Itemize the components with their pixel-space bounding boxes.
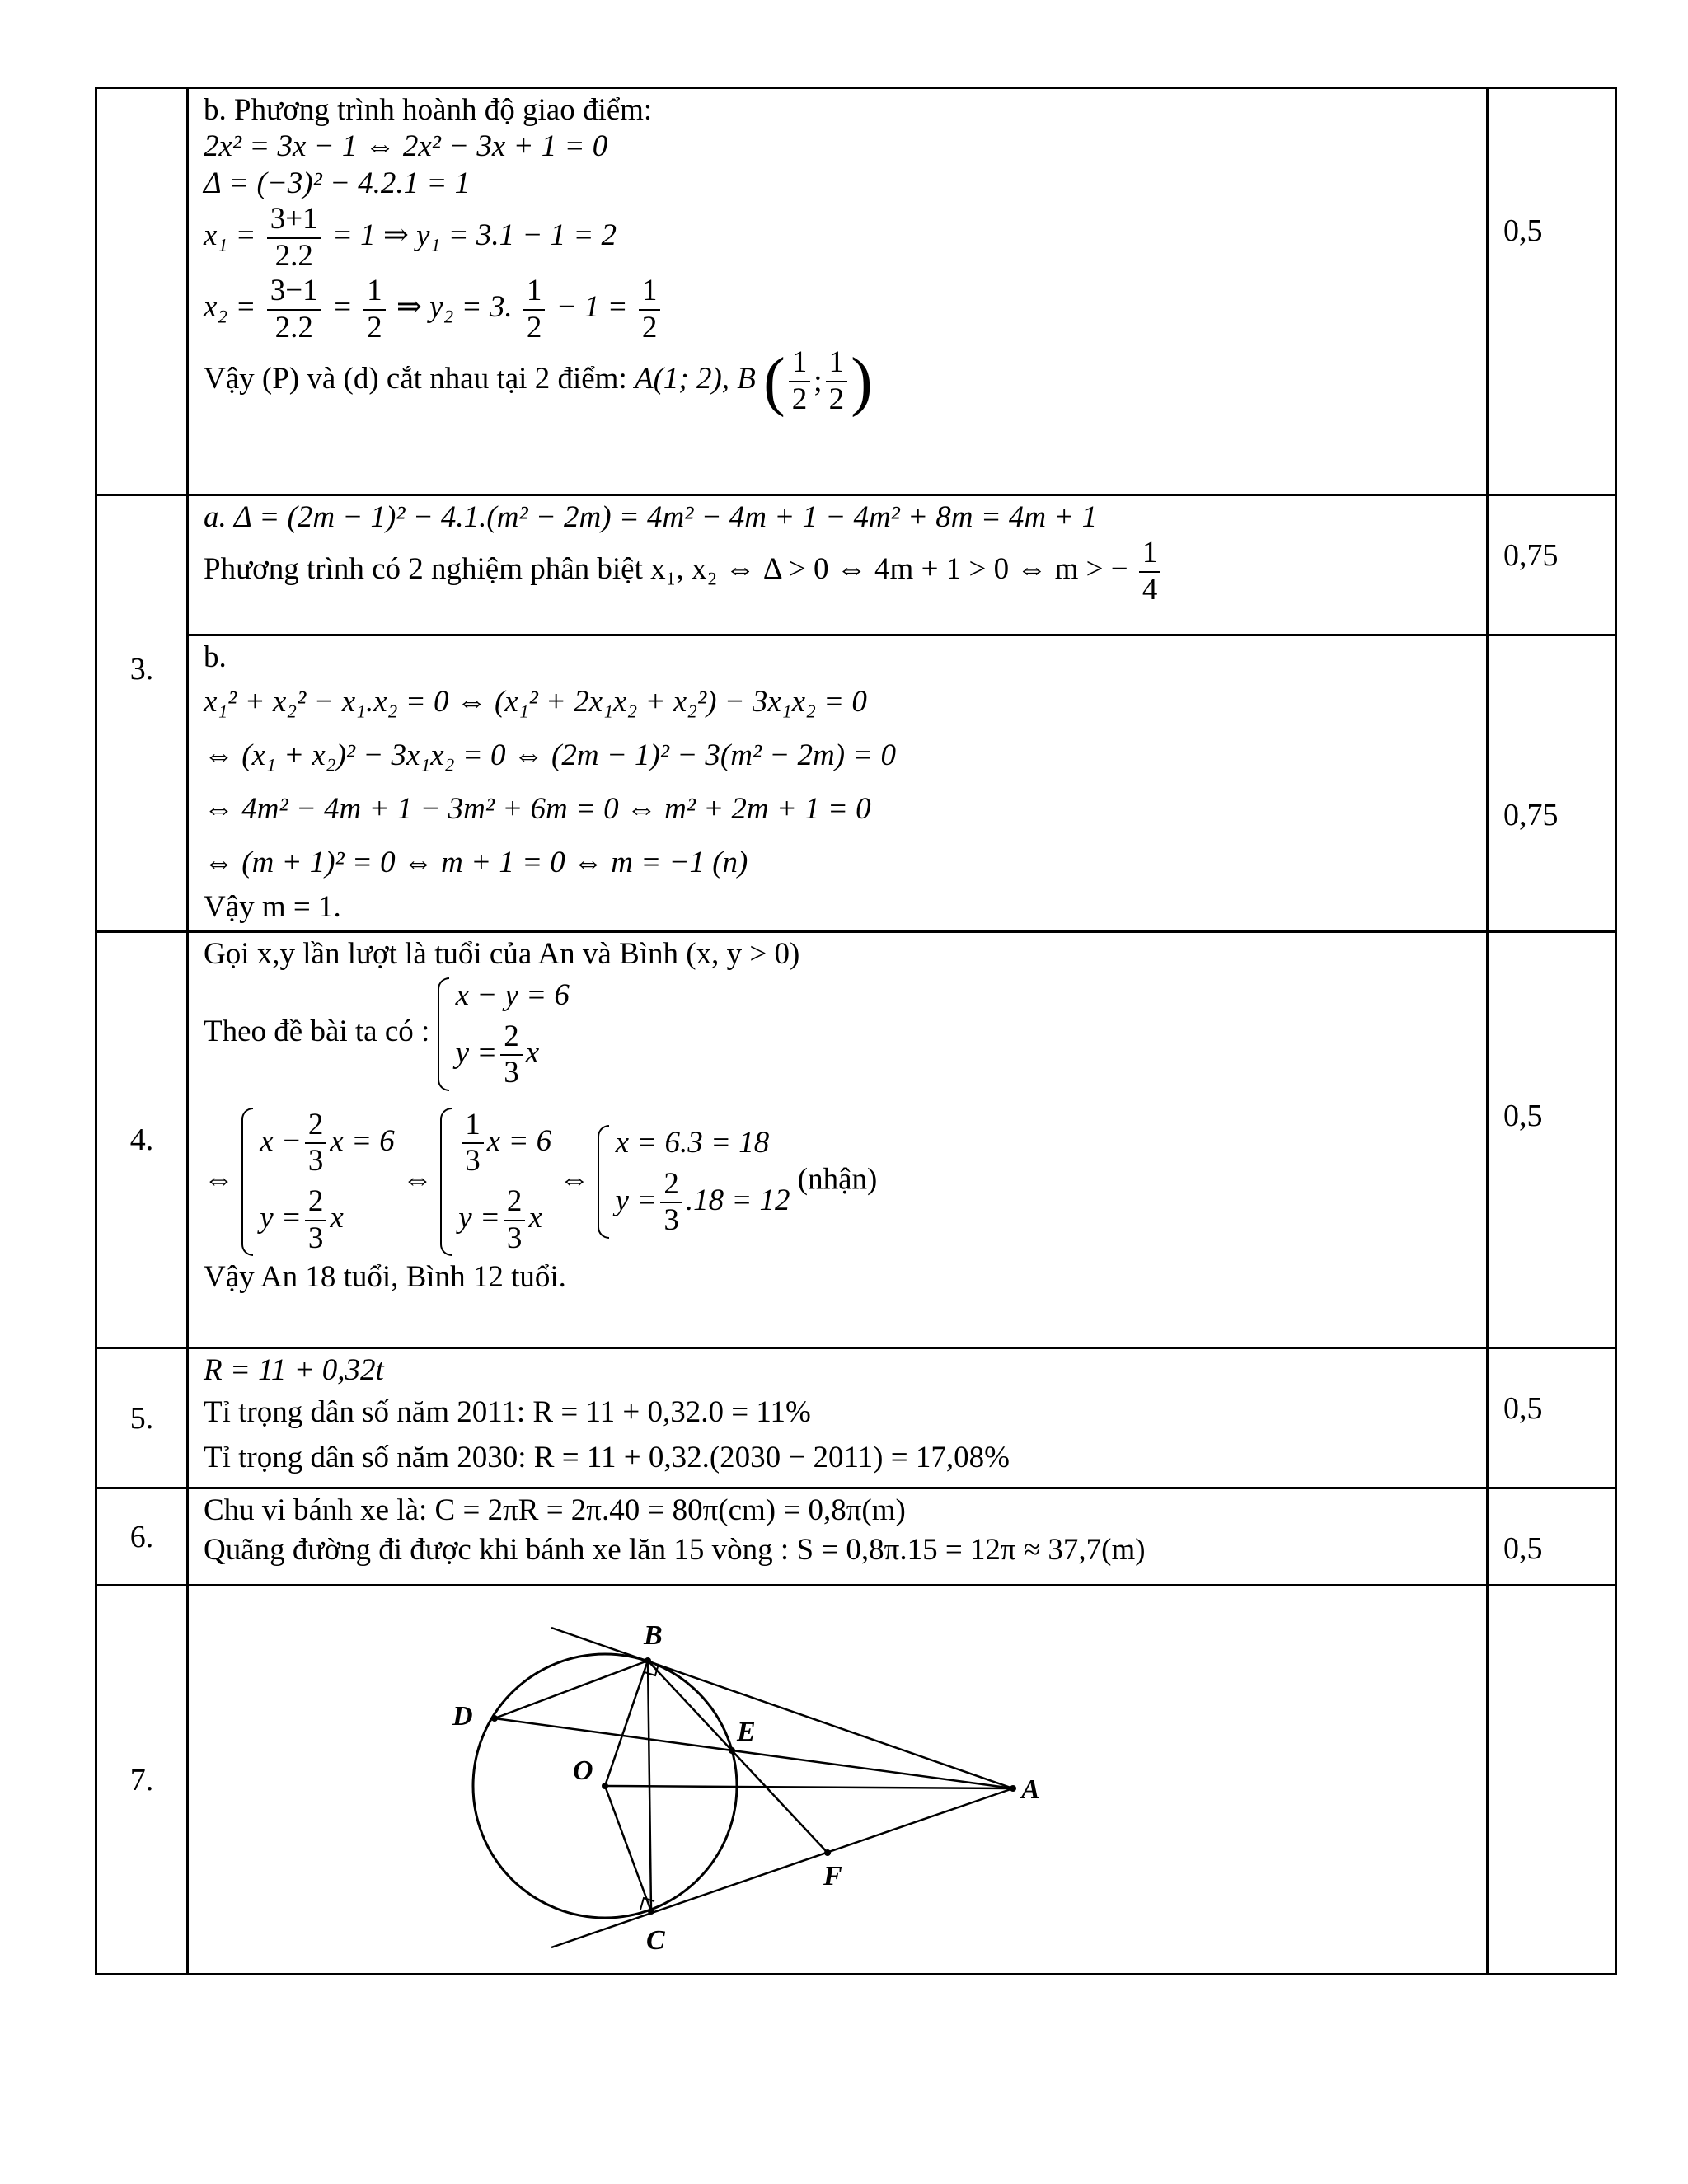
numerator: 1 [523, 274, 546, 311]
row-number [96, 932, 188, 1348]
system-equation: x − y = 6 [455, 978, 570, 1013]
denominator: 4 [1142, 572, 1158, 607]
numerator: 3+1 [267, 202, 321, 239]
system-equation [260, 1108, 395, 1179]
row-number [96, 635, 188, 932]
equation-system [241, 1108, 395, 1256]
parenthesis-group: ( $\frac{1}{2}$ ; $\frac{1}{2}$ ) [763, 344, 873, 418]
equation-part: x [525, 1035, 540, 1070]
row-content [188, 1488, 1488, 1586]
brace [438, 977, 449, 1090]
numerator: 1 [639, 274, 661, 311]
brace [598, 1125, 609, 1238]
fraction [305, 1108, 327, 1179]
denominator: 3 [307, 1221, 324, 1255]
conclusion-line: Vậy An 18 tuổi, Bình 12 tuổi. [204, 1260, 566, 1295]
equation-line [204, 202, 1486, 274]
label-a: A [1021, 1774, 1040, 1805]
points-value: 0,5 [1503, 1099, 1543, 1133]
equation-part: A(1; 2), B [634, 362, 756, 396]
denominator: 2 [828, 382, 845, 416]
equation-line [204, 274, 1486, 345]
equation-line: 2x² = 3x − 1 ⇔ 2x² − 3x + 1 = 0 [204, 129, 608, 164]
row-number-label: 6. [129, 1519, 154, 1554]
system-line [204, 977, 1486, 1090]
conclusion-line [204, 345, 1486, 417]
fraction [523, 274, 546, 345]
row-4 [96, 932, 1616, 1348]
denominator: 3 [506, 1221, 523, 1255]
text-line: b. [204, 640, 227, 674]
points-cell [1488, 932, 1616, 1348]
denominator: 3 [663, 1203, 679, 1238]
label-b: B [644, 1620, 663, 1651]
numerator: 1 [462, 1108, 484, 1145]
point-f [824, 1849, 831, 1856]
label-c: C [646, 1925, 665, 1956]
row-3a [96, 495, 1616, 635]
equation-system [438, 977, 570, 1090]
row-number-label: 5. [129, 1400, 154, 1436]
fraction [1139, 536, 1161, 607]
denominator: 3 [307, 1144, 324, 1179]
denominator: 3 [504, 1056, 519, 1090]
row-2b [96, 88, 1616, 495]
row-content [188, 1586, 1488, 1975]
equation-line: ⇔ (x₁ + x₂)² − 3x₁x₂ = 0 ⇔ (2m − 1)² − 3(m² − 2m) = 0 [204, 738, 897, 773]
text-line: b. Phương trình hoành độ giao điểm: [204, 93, 653, 127]
denominator: 2.2 [274, 238, 313, 273]
equation-part: y = [455, 1035, 498, 1070]
system-equation [260, 1184, 395, 1256]
row-content [188, 1348, 1488, 1488]
right-paren: ) [851, 344, 873, 418]
system-line [204, 1108, 1486, 1256]
equation-line: x₁² + x₂² − x₁.x₂ = 0 ⇔ (x₁² + 2x₁x₂ + x₂²) − 3x₁x₂ = 0 [204, 685, 867, 719]
equation-line: Chu vi bánh xe là: C = 2πR = 2π.40 = 80π(cm) = 0,8π(m) [204, 1493, 906, 1527]
geometry-figure [189, 1586, 1504, 1971]
system-equation [456, 1019, 570, 1091]
points-cell [1488, 1586, 1616, 1975]
segment-oa [605, 1786, 1013, 1788]
label-f: F [823, 1861, 842, 1891]
conclusion-line: Vậy m = 1. [204, 890, 341, 925]
row-number [96, 495, 188, 635]
point-a [1010, 1785, 1016, 1792]
equation-part: .18 = 12 [685, 1183, 790, 1217]
equation-system [440, 1108, 551, 1256]
equation-part: y = [458, 1201, 500, 1235]
denominator: 2.2 [274, 310, 313, 344]
equation-part: y = [615, 1183, 658, 1217]
label-e: E [737, 1717, 756, 1747]
points-cell [1488, 88, 1616, 495]
row-content [188, 932, 1488, 1348]
equation-line: Tỉ trọng dân số năm 2030: R = 11 + 0,32.(2030 − 2011) = 17,08% [204, 1440, 1010, 1474]
equation-line: Tỉ trọng dân số năm 2011: R = 11 + 0,32.0 = 11% [204, 1395, 811, 1430]
point-o [602, 1783, 608, 1789]
numerator: 2 [500, 1019, 523, 1057]
denominator: 2 [526, 310, 542, 344]
tangent-line-ac [551, 1788, 1013, 1947]
numerator: 1 [363, 274, 386, 311]
fraction [504, 1184, 526, 1256]
label-o: O [573, 1755, 593, 1786]
numerator: 2 [660, 1167, 682, 1204]
equation-line [204, 536, 1486, 607]
equation-part: = 1 ⇒ y₁ = 3.1 − 1 = 2 [331, 218, 617, 253]
numerator: 1 [826, 345, 848, 382]
equivalence: ⇔ [559, 1162, 590, 1197]
segment-oc [605, 1786, 651, 1911]
row-content [188, 495, 1488, 635]
equation-part: = [331, 290, 353, 325]
point-b [645, 1657, 651, 1664]
equation-line: ⇔ 4m² − 4m + 1 − 3m² + 6m = 0 ⇔ m² + 2m + 1 = 0 [204, 791, 871, 826]
points-cell [1488, 495, 1616, 635]
equation-part: x [528, 1201, 542, 1235]
equation-part: x₂ = [204, 290, 256, 325]
fraction [660, 1167, 682, 1239]
system-equation: x = 6.3 = 18 [615, 1126, 770, 1160]
row-number-label: 4. [129, 1122, 154, 1157]
segment-ob [605, 1661, 648, 1786]
equation-part: Phương trình có 2 nghiệm phân biệt x₁, x₂ ⇔ Δ > 0 ⇔ 4m + 1 > 0 ⇔ m > − [204, 552, 1128, 587]
equation-part: x [330, 1201, 344, 1235]
points-cell [1488, 1348, 1616, 1488]
solution-table [95, 87, 1617, 1975]
row-6 [96, 1488, 1616, 1586]
system-equation [458, 1108, 551, 1179]
points-cell [1488, 1488, 1616, 1586]
equation-line: R = 11 + 0,32t [204, 1353, 384, 1387]
equation-line: Quãng đường đi được khi bánh xe lăn 15 vòng : S = 0,8π.15 = 12π ≈ 37,7(m) [204, 1533, 1146, 1568]
fraction [789, 345, 811, 417]
row-number [96, 1488, 188, 1586]
points-cell [1488, 635, 1616, 932]
points-value: 0,75 [1503, 798, 1559, 832]
equivalence: ⇔ [204, 1162, 234, 1197]
points-value: 0,5 [1503, 213, 1543, 248]
row-number-label: 7. [129, 1762, 154, 1797]
equation-part: − 1 = [556, 290, 628, 325]
points-value: 0,5 [1503, 1391, 1543, 1426]
accept-label: (nhận) [797, 1162, 878, 1197]
equation-part: x − [260, 1123, 302, 1158]
equation-part: y = [260, 1201, 302, 1235]
text-line: Gọi x,y lần lượt là tuổi của An và Bình (x, y > 0) [204, 937, 800, 971]
numerator: 1 [789, 345, 811, 382]
label-d: D [452, 1701, 473, 1732]
equation-part: x₁ = [204, 218, 256, 253]
text-part: Theo đề bài ta có : [204, 1015, 430, 1049]
equation-system [598, 1125, 790, 1238]
row-7 [96, 1586, 1616, 1975]
denominator: 2 [367, 310, 382, 344]
row-content [188, 88, 1488, 495]
segment-bf [648, 1661, 828, 1853]
equivalence: ⇔ [402, 1162, 434, 1197]
numerator: 2 [504, 1184, 526, 1221]
fraction [826, 345, 848, 417]
conclusion-text: Vậy (P) và (d) cắt nhau tại 2 điểm: [204, 362, 627, 396]
segment-bd [495, 1661, 648, 1718]
equation-part: x = 6 [486, 1123, 552, 1158]
fraction [267, 274, 321, 345]
row-content [188, 635, 1488, 932]
row-number [96, 88, 188, 495]
equation-line: Δ = (−3)² − 4.2.1 = 1 [204, 166, 471, 200]
system-equation [616, 1167, 790, 1239]
point-e [729, 1747, 735, 1754]
numerator: 2 [305, 1184, 327, 1221]
points-value: 0,75 [1503, 538, 1559, 573]
row-3b [96, 635, 1616, 932]
point-d [491, 1715, 498, 1722]
denominator: 2 [641, 310, 658, 344]
row-5 [96, 1348, 1616, 1488]
equation-line: ⇔ (m + 1)² = 0 ⇔ m + 1 = 0 ⇔ m = −1 (n) [204, 845, 748, 879]
equation-part: ⇒ y₂ = 3. [396, 290, 513, 325]
point-c [648, 1908, 654, 1915]
numerator: 2 [305, 1108, 327, 1145]
tangent-line-ab [551, 1628, 1013, 1788]
fraction [305, 1184, 327, 1256]
fraction [500, 1019, 523, 1091]
brace [440, 1108, 452, 1256]
row-number [96, 1348, 188, 1488]
equation-part: x = 6 [330, 1123, 395, 1158]
left-paren: ( [763, 344, 785, 418]
denominator: 2 [791, 382, 808, 416]
points-value: 0,5 [1503, 1531, 1543, 1566]
numerator: 1 [1139, 536, 1161, 573]
fraction [267, 202, 321, 274]
equation-line: a. Δ = (2m − 1)² − 4.1.(m² − 2m) = 4m² − 4m + 1 − 4m² + 8m = 4m + 1 [204, 500, 1098, 534]
row-number [96, 1586, 188, 1975]
denominator: 3 [465, 1144, 481, 1179]
fraction [462, 1108, 484, 1179]
system-equation [458, 1184, 551, 1256]
fraction [363, 274, 386, 345]
brace [241, 1108, 253, 1256]
fraction [639, 274, 661, 345]
row-number-label: 3. [129, 651, 154, 687]
numerator: 3−1 [267, 274, 321, 311]
